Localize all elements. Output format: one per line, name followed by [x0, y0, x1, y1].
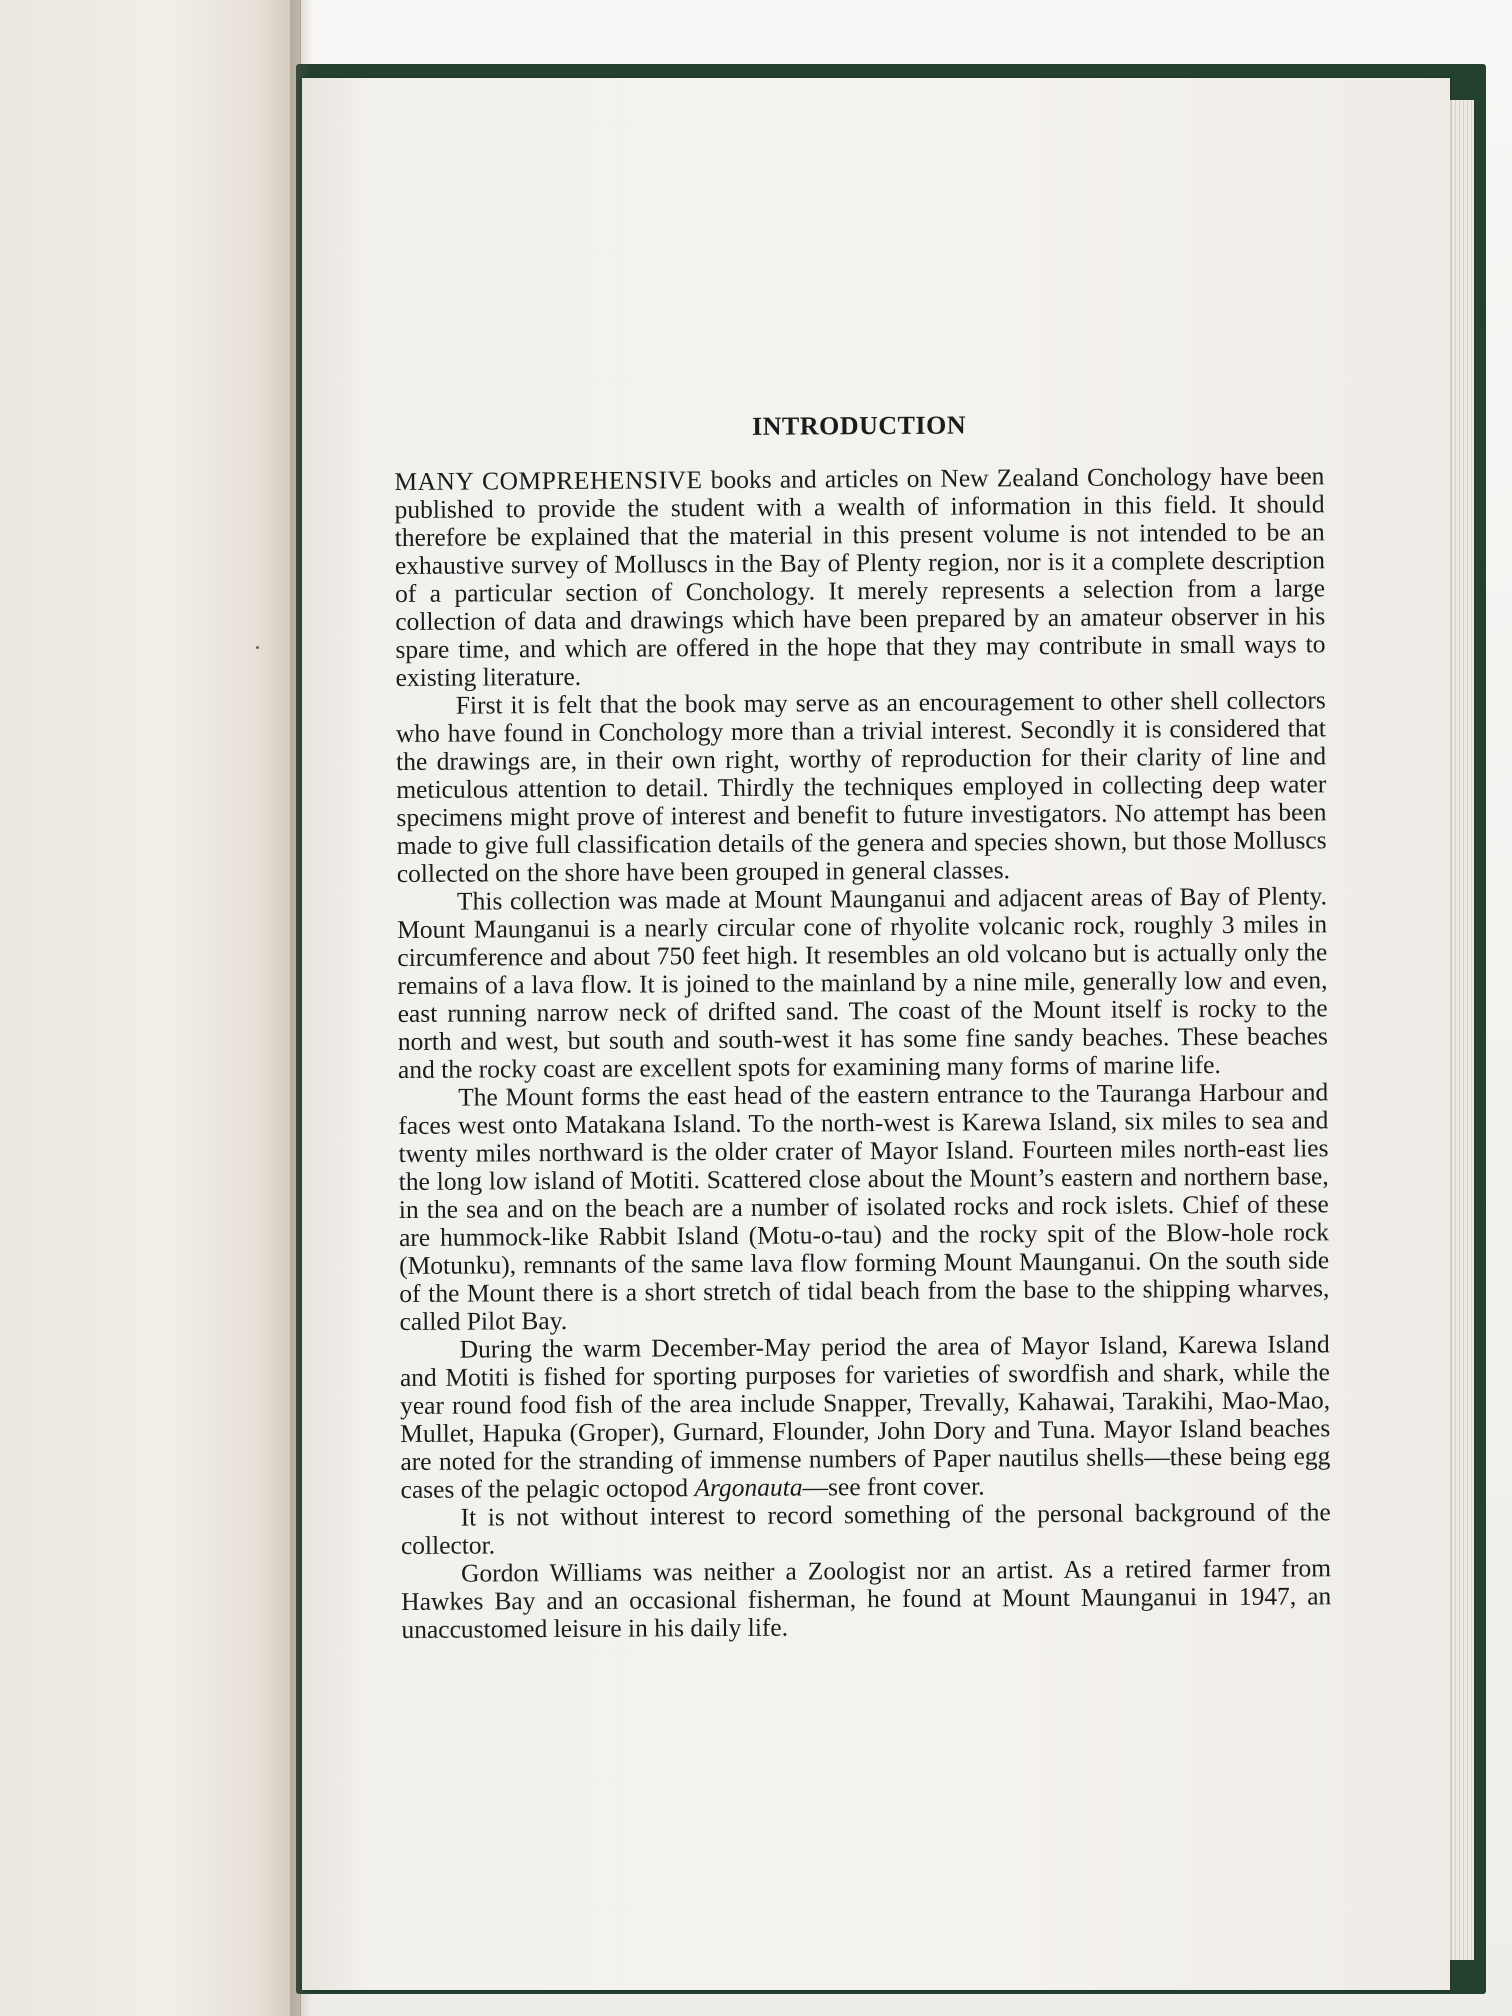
- paragraph-3: This collection was made at Mount Maunganui and adjacent areas of Bay of Plenty. Mount Maunganui is a nearly circular cone of rhyolite volcanic rock, roughly 3 miles in circumference and about 750 feet high. It resembles an old volcano but is actually only the remains of a lava flow. It is joined to the mainland by a nine mile, generally low and even, east running narrow neck of drifted sand. The coast of the Mount itself is rocky to the north and west, but south and south-west it has some fine sandy beaches. These beaches and the rocky coast are excellent spots for examining many forms of marine life.: [397, 881, 1328, 1084]
- page-speck: [256, 646, 259, 649]
- paragraph-lead: MANY COMPREHENSIVE: [394, 465, 703, 496]
- paragraph-text: —see front cover.: [802, 1471, 985, 1502]
- paragraph-4: The Mount forms the east head of the eastern entrance to the Tauranga Harbour and faces west onto Matakana Island. To the north-west is Karewa Island, six miles to sea and twenty miles northward is the older crater of Mayor Island. Fourteen miles north-east lies the long low island of Motiti. Scattered close about the Mount’s eastern and northern base, in the sea and on the beach are a number of isolated rocks and rock islets. Chief of these are hummock-like Rabbit Island (Motu-o-tau) and the rocky spit of the Blow-hole rock (Motunku), remnants of the same lava flow forming Mount Maunganui. On the south side of the Mount there is a short stretch of tidal beach from the base to the shipping wharves, called Pilot Bay.: [398, 1077, 1330, 1336]
- left-page: [0, 0, 301, 2016]
- paragraph-2: First it is felt that the book may serve as an encouragement to other shell collectors who have found in Conchology more than a trivial interest. Secondly it is considered that the drawings are, in their own right, worthy of reproduction for their clarity of line and meticulous attention to detail. Thirdly the techniques employed in collecting deep water specimens might prove of interest and benefit to future investigators. No attempt has been made to give full classification details of the genera and species shown, but those Molluscs collected on the shore have been grouped in general classes.: [395, 685, 1327, 888]
- right-page: [302, 78, 1450, 1990]
- paragraph-1: [394, 462, 1325, 692]
- paragraph-5: [400, 1330, 1331, 1504]
- introduction-text: [394, 408, 1331, 1644]
- paragraph-text: During the warm December-May period the area of Mayor Island, Karewa Island and Motiti is fished for sporting purposes for varieties of swordfish and shark, while the year round food fish of the area include Snapper, Trevally, Kahawai, Tarakihi, Mao-Mao, Mullet, Hapuka (Groper), Gurnard, Flounder, John Dory and Tuna. Mayor Island beaches are noted for the stranding of immense numbers of Paper nautilus shells—these being egg cases of the pelagic octopod: [399, 1329, 1331, 1504]
- species-name: Argonauta: [694, 1472, 803, 1503]
- paragraph-6: It is not without interest to record something of the personal background of the collector.: [400, 1497, 1331, 1560]
- paragraph-text: books and articles on New Zealand Conchology have been published to provide the student with a wealth of information in this field. It should therefore be explained that the material in this present volume is not intended to be an exhaustive survey of Molluscs in the Bay of Plenty region, nor is it a complete description of a particular section of Conchology. It merely represents a selection from a large collection of data and drawings which have been prepared by an amateur observer in his spare time, and which are offered in the hope that they may contribute in small ways to existing literature.: [394, 461, 1326, 692]
- page-title: INTRODUCTION: [751, 410, 967, 441]
- paragraph-7: Gordon Williams was neither a Zoologist nor an artist. As a retired farmer from Hawkes Bay and an occasional fisherman, he found at Mount Maunganui in 1947, an unaccustomed leisure in his daily life.: [401, 1553, 1332, 1644]
